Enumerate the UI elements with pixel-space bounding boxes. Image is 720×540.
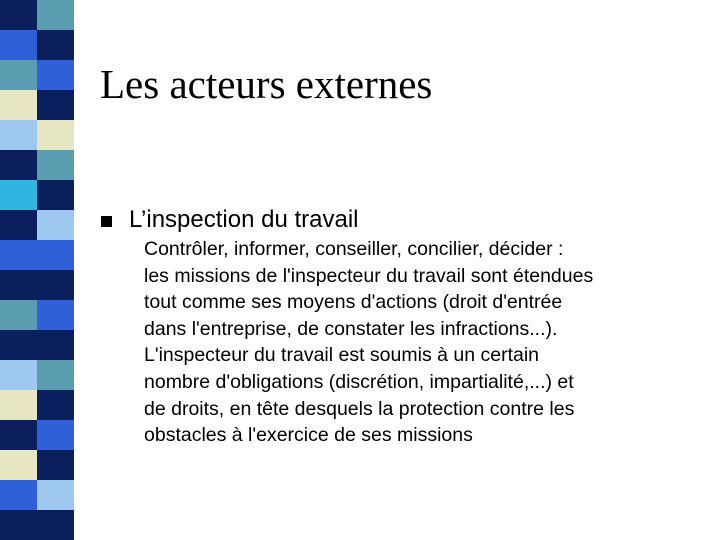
- strip-block: [37, 330, 74, 360]
- body-line: Contrôler, informer, conseiller, concilier, décider :: [144, 238, 564, 260]
- strip-block: [37, 390, 74, 420]
- strip-block: [37, 450, 74, 480]
- strip-block: [37, 60, 74, 90]
- strip-block: [0, 60, 37, 90]
- body-paragraph: [144, 236, 712, 449]
- strip-block: [0, 150, 37, 180]
- bullet-heading: L’inspection du travail: [129, 206, 359, 233]
- strip-block: [0, 30, 37, 60]
- strip-block: [0, 90, 37, 120]
- body-line: de droits, en tête desquels la protection contre les: [144, 397, 575, 420]
- body-line: L'inspecteur du travail est soumis à un certain: [144, 344, 540, 367]
- strip-block: [0, 120, 37, 150]
- strip-block: [0, 450, 37, 480]
- strip-block: [37, 240, 74, 270]
- strip-block: [0, 480, 37, 510]
- body-line: nombre d'obligations (discrétion, impartialité,...) et: [144, 370, 574, 393]
- strip-block: [37, 420, 74, 450]
- slide-title: Les acteurs externes: [100, 61, 433, 107]
- decorative-color-strip: [0, 0, 74, 540]
- strip-block: [37, 0, 74, 30]
- strip-block: [0, 390, 37, 420]
- strip-block: [37, 270, 74, 300]
- strip-block: [37, 360, 74, 390]
- body-line: dans l'entreprise, de constater les infractions...).: [144, 317, 558, 340]
- strip-block: [37, 300, 74, 330]
- strip-block: [0, 330, 37, 360]
- bullet-item: [101, 206, 358, 234]
- strip-block: [0, 270, 37, 300]
- strip-block: [37, 30, 74, 60]
- body-line: les missions de l'inspecteur du travail sont étendues: [144, 264, 594, 287]
- strip-block: [37, 210, 74, 240]
- strip-block: [37, 510, 74, 540]
- strip-block: [0, 510, 37, 540]
- body-line: obstacles à l'exercice de ses missions: [144, 424, 473, 447]
- strip-block: [37, 150, 74, 180]
- strip-block: [0, 300, 37, 330]
- strip-block: [37, 180, 74, 210]
- strip-block: [37, 120, 74, 150]
- strip-block: [37, 90, 74, 120]
- strip-block: [0, 210, 37, 240]
- strip-block: [0, 180, 37, 210]
- strip-block: [0, 240, 37, 270]
- body-line: tout comme ses moyens d'actions (droit d'entrée: [144, 291, 563, 314]
- square-bullet-icon: [101, 216, 112, 227]
- strip-block: [0, 360, 37, 390]
- strip-block: [37, 480, 74, 510]
- strip-block: [0, 420, 37, 450]
- strip-block: [0, 0, 37, 30]
